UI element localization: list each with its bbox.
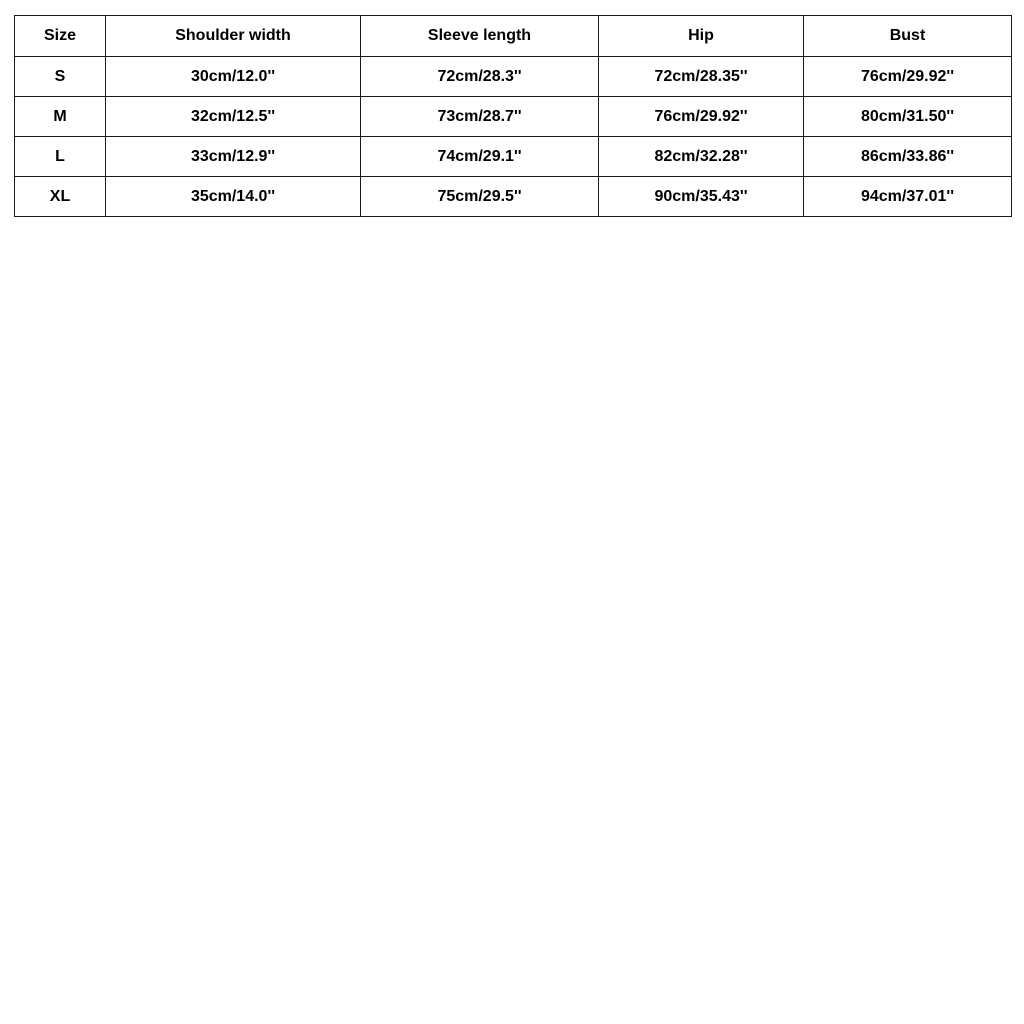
hip-cell: 90cm/35.43'' [599,177,804,217]
size-cell: XL [15,177,106,217]
sleeve-length-cell: 75cm/29.5'' [361,177,599,217]
hip-cell: 72cm/28.35'' [599,57,804,97]
sleeve-length-cell: 74cm/29.1'' [361,137,599,177]
hip-cell: 76cm/29.92'' [599,97,804,137]
header-bust: Bust [804,16,1012,57]
table-row [15,177,1012,217]
shoulder-width-cell: 32cm/12.5'' [106,97,361,137]
header-shoulder-width: Shoulder width [106,16,361,57]
bust-cell: 86cm/33.86'' [804,137,1012,177]
size-chart-table [14,15,1012,217]
size-cell: L [15,137,106,177]
shoulder-width-cell: 35cm/14.0'' [106,177,361,217]
table-row [15,97,1012,137]
sleeve-length-cell: 72cm/28.3'' [361,57,599,97]
shoulder-width-cell: 33cm/12.9'' [106,137,361,177]
bust-cell: 80cm/31.50'' [804,97,1012,137]
bust-cell: 94cm/37.01'' [804,177,1012,217]
header-size: Size [15,16,106,57]
header-sleeve-length: Sleeve length [361,16,599,57]
size-cell: M [15,97,106,137]
table-row [15,57,1012,97]
size-cell: S [15,57,106,97]
sleeve-length-cell: 73cm/28.7'' [361,97,599,137]
bust-cell: 76cm/29.92'' [804,57,1012,97]
hip-cell: 82cm/32.28'' [599,137,804,177]
header-row [15,16,1012,57]
shoulder-width-cell: 30cm/12.0'' [106,57,361,97]
header-hip: Hip [599,16,804,57]
table-row [15,137,1012,177]
